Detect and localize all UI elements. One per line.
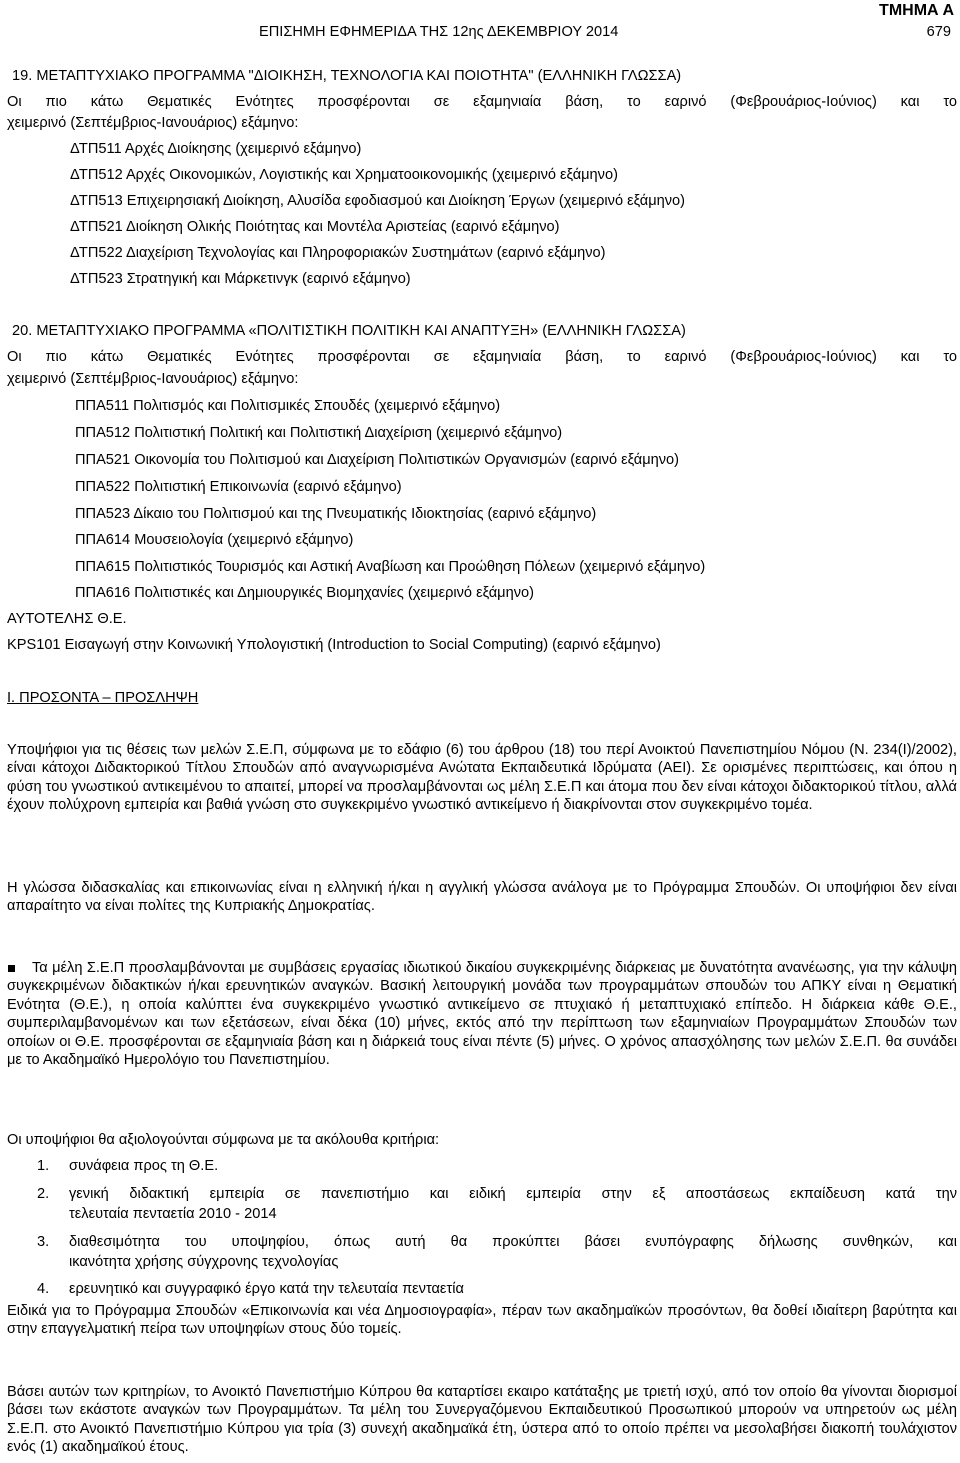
criterion-text: ερευνητικό και συγγραφικό έργο κατά την τελευταία πενταετία xyxy=(69,1281,464,1297)
criterion-text: διαθεσιμότητα του υποψηφίου, όπως αυτή θα προκύπτει βάσει ενυπόγραφης δήλωσης συνθηκών, και xyxy=(69,1234,957,1250)
program-19-intro-line2: χειμερινό (Σεπτέμβριος-Ιανουάριος) εξάμηνο: xyxy=(7,115,299,131)
page-number: 679 xyxy=(926,24,951,40)
criterion-number: 2. xyxy=(37,1186,50,1202)
course-dtp522: ΔΤΠ522 Διαχείριση Τεχνολογίας και Πληροφοριακών Συστημάτων (εαρινό εξάμηνο) xyxy=(70,245,606,261)
section-label: ΤΜΗΜΑ Α xyxy=(879,2,954,19)
course-ppa511: ΠΠΑ511 Πολιτισμός και Πολιτισμικές Σπουδές (χειμερινό εξάμηνο) xyxy=(75,398,501,414)
contract-paragraph: Τα μέλη Σ.Ε.Π προσλαμβάνονται με συμβάσεις εργασίας ιδιωτικού δικαίου συγκεκριμένης διάρκειας με δυνατότητα ανανέωσης, για την κάλυψη συγκεκριμένων διδακτικών ή/και ερευνητικών αναγκών. Βασική λειτουργική μονάδα των προγραμμάτων σπουδών του ΑΠΚΥ είναι η Θεματική Ενότητα (Θ.Ε.), η οποία καλύπτει ένα συγκεκριμένο γνωστικό αντικείμενο σε πτυχιακό ή μεταπτυχιακό επίπεδο. Η διάρκεια κάθε Θ.Ε., συμπεριλαμβανομένων και των εξετάσεων, είναι δέκα (10) μήνες, εκτός από την περίπτωση των εξαμηνιαίων Προγραμμάτων Σπουδών των οποίων οι Θ.Ε. προσφέρονται σε εξαμηνιαία βάση και η διάρκειά τους είναι πέντε (5) μήνες. Ο χρόνος απασχόλησης των μελών Σ.Ε.Π. θα συνάδει με το Ακαδημαϊκό Ημερολόγιο του Πανεπιστημίου. xyxy=(7,960,957,1069)
program-20-title: 20. ΜΕΤΑΠΤΥΧΙΑΚΟ ΠΡΟΓΡΑΜΜΑ «ΠΟΛΙΤΙΣΤΙΚΗ ΠΟΛΙΤΙΚΗ ΚΑΙ ΑΝΑΠΤΥΞΗ» (ΕΛΛΗΝΙΚΗ ΓΛΩΣΣΑ) xyxy=(12,323,686,339)
criterion-number: 1. xyxy=(37,1158,50,1174)
course-dtp511: ΔΤΠ511 Αρχές Διοίκησης (χειμερινό εξάμηνο) xyxy=(70,141,362,157)
gazette-title: ΕΠΙΣΗΜΗ ΕΦΗΜΕΡΙΔΑ ΤΗΣ 12ης ΔΕΚΕΜΒΡΙΟΥ 2014 xyxy=(259,24,619,40)
course-dtp521: ΔΤΠ521 Διοίκηση Ολικής Ποιότητας και Μοντέλα Αριστείας (εαρινό εξάμηνο) xyxy=(70,219,560,235)
program-19-title: 19. ΜΕΤΑΠΤΥΧΙΑΚΟ ΠΡΟΓΡΑΜΜΑ "ΔΙΟΙΚΗΣΗ, ΤΕΧΝΟΛΟΓΙΑ ΚΑΙ ΠΟΙΟΤΗΤΑ" (ΕΛΛΗΝΙΚΗ ΓΛΩΣΣΑ) xyxy=(12,68,682,84)
course-ppa615: ΠΠΑ615 Πολιτιστικός Τουρισμός και Αστική Αναβίωση και Προώθηση Πόλεων (χειμερινό εξάμηνο) xyxy=(75,559,706,575)
course-dtp512: ΔΤΠ512 Αρχές Οικονομικών, Λογιστικής και Χρηματοοικονομικής (χειμερινό εξάμηνο) xyxy=(70,167,618,183)
program-19-intro-line1: Οι πιο κάτω Θεματικές Ενότητες προσφέρονται σε εξαμηνιαία βάση, το εαρινό (Φεβρουάριος-Ιούνιος) και το xyxy=(7,94,957,110)
special-program-paragraph: Ειδικά για το Πρόγραμμα Σπουδών «Επικοινωνία και νέα Δημοσιογραφία», πέραν των ακαδημαϊκών προσόντων, θα δοθεί ιδιαίτερη βαρύτητα και στην επαγγελματική πείρα των υποψηφίων στους δύο τομείς. xyxy=(7,1303,957,1338)
section-i-heading: Ι. ΠΡΟΣΟΝΤΑ – ΠΡΟΣΛΗΨΗ xyxy=(7,690,199,706)
standalone-course: KPS101 Εισαγωγή στην Κοινωνική Υπολογιστική (Introduction to Social Computing) (εαρινό εξάμηνο) xyxy=(7,637,661,653)
criteria-intro: Οι υποψήφιοι θα αξιολογούνται σύμφωνα με τα ακόλουθα κριτήρια: xyxy=(7,1132,440,1148)
course-dtp523: ΔΤΠ523 Στρατηγική και Μάρκετινγκ (εαρινό εξάμηνο) xyxy=(70,271,411,287)
standalone-label: ΑΥΤΟΤΕΛΗΣ Θ.Ε. xyxy=(7,611,127,627)
ranking-paragraph: Βάσει αυτών των κριτηρίων, το Ανοικτό Πανεπιστήμιο Κύπρου θα καταρτίσει εκαιρο κατάταξης με τριετή ισχύ, από τον οποίο θα γίνονται διορισμοί βάσει των εκάστοτε αναγκών των Προγραμμάτων. Τα μέλη του Συνεργαζόμενου Εκπαιδευτικού Προσωπικού μπορούν να υπηρετούν ως μέλη Σ.Ε.Π. στο Ανοικτό Πανεπιστήμιο Κύπρου για τρία (3) συνεχή ακαδημαϊκά έτη, ύστερα από το οποίο πρέπει να μεσολαβήσει διακοπή τουλάχιστον ενός (1) ακαδημαϊκού έτους. xyxy=(7,1384,957,1456)
course-ppa523: ΠΠΑ523 Δίκαιο του Πολιτισμού και της Πνευματικής Ιδιοκτησίας (εαρινό εξάμηνο) xyxy=(75,506,597,522)
course-ppa512: ΠΠΑ512 Πολιτιστική Πολιτική και Πολιτιστική Διαχείριση (χειμερινό εξάμηνο) xyxy=(75,425,563,441)
course-ppa614: ΠΠΑ614 Μουσειολογία (χειμερινό εξάμηνο) xyxy=(75,532,354,548)
criterion-text-continued: τελευταία πενταετία 2010 - 2014 xyxy=(69,1206,277,1222)
language-paragraph: Η γλώσσα διδασκαλίας και επικοινωνίας είναι η ελληνική ή/και η αγγλική γλώσσα ανάλογα με το Πρόγραμμα Σπουδών. Οι υποψήφιοι δεν είναι απαραίτητο να είναι πολίτες της Κυπριακής Δημοκρατίας. xyxy=(7,880,957,915)
criterion-text: γενική διδακτική εμπειρία σε πανεπιστήμιο και ειδική εμπειρία στην εξ αποστάσεως εκπαίδευση κατά την xyxy=(69,1186,957,1202)
program-20-intro-line2: χειμερινό (Σεπτέμβριος-Ιανουάριος) εξάμηνο: xyxy=(7,371,299,387)
course-ppa522: ΠΠΑ522 Πολιτιστική Επικοινωνία (εαρινό εξάμηνο) xyxy=(75,479,402,495)
course-ppa521: ΠΠΑ521 Οικονομία του Πολιτισμού και Διαχείριση Πολιτιστικών Οργανισμών (εαρινό εξάμηνο) xyxy=(75,452,679,468)
program-20-intro-line1: Οι πιο κάτω Θεματικές Ενότητες προσφέρονται σε εξαμηνιαία βάση, το εαρινό (Φεβρουάριος-Ιούνιος) και το xyxy=(7,349,957,365)
eligibility-paragraph: Υποψήφιοι για τις θέσεις των μελών Σ.Ε.Π, σύμφωνα με το εδάφιο (6) του άρθρου (18) του περί Ανοικτού Πανεπιστημίου Νόμου (Ν. 234(Ι)/2002), είναι κάτοχοι Διδακτορικού Τίτλου Σπουδών από αναγνωρισμένα Ανώτατα Εκπαιδευτικά Ιδρύματα (ΑΕΙ). Σε ορισμένες περιπτώσεις, και όπου η φύση του γνωστικού αντικειμένου το απαιτεί, μπορεί να προσλαμβάνονται ως μέλη Σ.Ε.Π και άτομα που δεν είναι κάτοχοι διδακτορικού τίτλου, αλλά έχουν πολύχρονη εμπειρία και βαθιά γνώση στο συγκεκριμένο γνωστικό αντικείμενο ή διακρίνονται στον συγκεκριμένο τομέα. xyxy=(7,742,957,814)
criterion-number: 3. xyxy=(37,1234,50,1250)
criterion-number: 4. xyxy=(37,1281,50,1297)
course-dtp513: ΔΤΠ513 Επιχειρησιακή Διοίκηση, Αλυσίδα εφοδιασμού και Διοίκηση Έργων (χειμερινό εξάμηνο) xyxy=(70,193,686,209)
criterion-text: συνάφεια προς τη Θ.Ε. xyxy=(69,1158,219,1174)
course-ppa616: ΠΠΑ616 Πολιτιστικές και Δημιουργικές Βιομηχανίες (χειμερινό εξάμηνο) xyxy=(75,585,534,601)
criterion-text-continued: ικανότητα χρήσης σύγχρονης τεχνολογίας xyxy=(69,1254,339,1270)
